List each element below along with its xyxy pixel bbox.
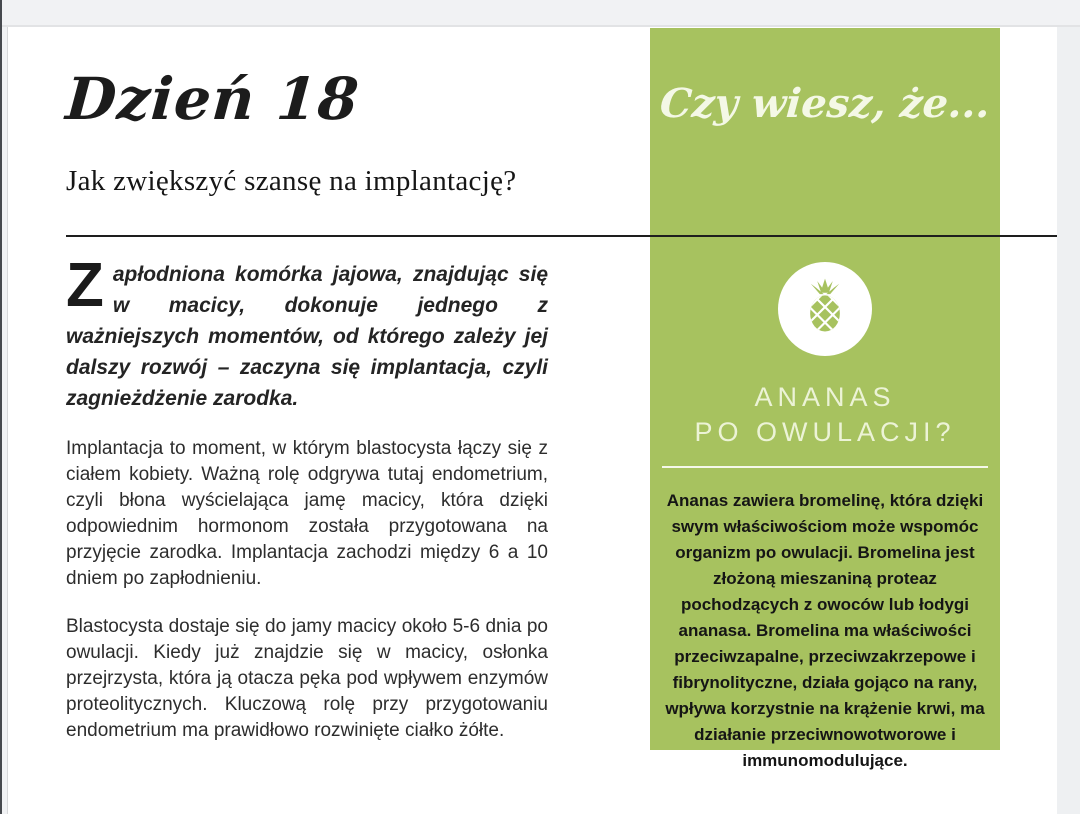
sidebar-title-line2: PO OWULACJI? [694,417,956,447]
icon-circle [778,262,872,356]
sidebar-title-line1: ANANAS [754,382,896,412]
dropcap: Z [66,251,104,320]
paragraph-blastocyst: Blastocysta dostaje się do jamy macicy około 5-6 dnia po owulacji. Kiedy już znajdzie się w macicy, osłonka przejrzysta, która ją otacza pęka pod wpływem enzymów proteolitycznych. Kluczową rolę przy przygotowaniu endometrium ma prawidłowo rozwinięte ciałko żółte. [66,616,548,741]
day-title: Dzień 18 [63,65,362,133]
lead-paragraph [66,251,548,414]
sidebar-body-text: Ananas zawiera bromelinę, która dzięki swym właściwościom może wspomóc organizm po owulacji. Bromelina jest złożoną mieszaniną proteaz pochodzących z owoców lub łodygi ananasa. Bromelina ma właściwości przeciwzapalne, przeciwzakrzepowe i fibrynolityczne, działa gojąco na rany, wpływa korzystnie na krążenie krwi, ma działanie przeciwnowotworowe i immunomodulujące. [665,491,985,770]
pineapple-icon [794,276,856,343]
article-column [66,251,548,744]
sidebar-script-heading: Czy wiesz, że... [658,80,992,127]
lead-text: apłodniona komórka jajowa, znajdując się w macicy, dokonuje jednego z ważniejszych momentów, od którego zależy jej dalszy rozwój – zaczyna się implantacja, czyli zagnieżdżenie zarodka. [66,263,548,410]
paragraph-implantation: Implantacja to moment, w którym blastocysta łączy się z ciałem kobiety. Ważną rolę odgrywa tutaj endometrium, czyli błona wyścielająca jamę macicy, która dzięki odpowiednim hormonom została przygotowana na przyjęcie zarodka. Implantacja zachodzi między 6 a 10 dniem po zapłodnieniu. [66,438,548,589]
heading-divider [66,235,1057,237]
page-heading: Jak zwiększyć szansę na implantację? [66,165,517,197]
sidebar-title [650,380,1000,450]
fact-sidebar [650,28,1000,770]
viewer-top-bar [0,0,1080,27]
document-page [8,27,1057,814]
viewer-left-edge [0,0,2,814]
sidebar-divider [662,466,988,468]
